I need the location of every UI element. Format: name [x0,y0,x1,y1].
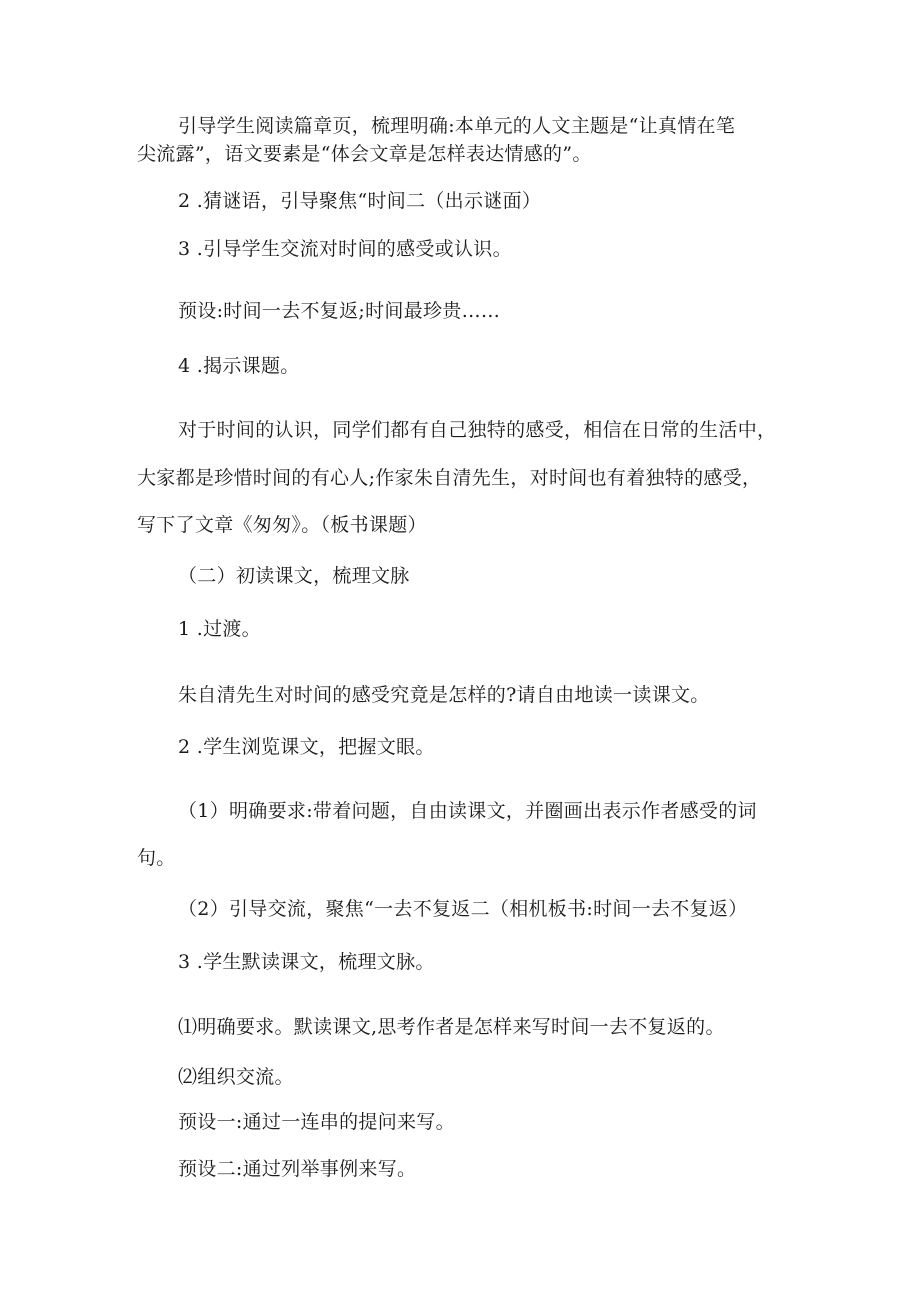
numbered-step: 1 .过渡。 [178,618,261,640]
sub-step: （2）引导交流，聚焦“一去不复返二（相机板书:时间一去不复返） [178,898,748,920]
paragraph-line: 对于时间的认识，同学们都有自己独特的感受，相信在日常的生活中， [178,419,777,441]
paragraph-line: 大家都是珍惜时间的有心人;作家朱自清先生，对时间也有着独特的感受， [137,467,762,489]
paragraph-line: 朱自清先生对时间的感受究竟是怎样的?请自由地读一读课文。 [178,684,710,706]
numbered-step: 4 .揭示课题。 [178,355,300,377]
numbered-step: 2 .学生浏览课文，把握文眼。 [178,736,435,758]
preset-line: 预设:时间一去不复返;时间最珍贵…… [178,300,501,322]
paragraph-line: 写下了文章《匆匆》。（板书课题） [137,514,427,536]
numbered-step: 3 .学生默读课文，梳理文脉。 [178,951,435,973]
preset-line: 预设一:通过一连串的提问来写。 [178,1111,455,1133]
numbered-step: 3 .引导学生交流对时间的感受或认识。 [178,238,512,260]
section-heading: （二）初读课文，梳理文脉 [178,565,410,587]
paragraph-line: 尖流露”，语文要素是“体会文章是怎样表达情感的”。 [137,143,592,165]
numbered-step: 2 .猜谜语，引导聚焦“时间二（出示谜面） [178,190,542,212]
sub-step: （1）明确要求:带着问题，自由读课文，并圈画出表示作者感受的词 [178,800,757,822]
preset-line: 预设二:通过列举事例来写。 [178,1158,417,1180]
paragraph-line: 引导学生阅读篇章页，梳理明确:本单元的人文主题是“让真情在笔 [178,115,736,137]
paragraph-line: 句。 [137,847,176,869]
sub-step: ⑵组织交流。 [178,1066,294,1088]
sub-step: ⑴明确要求。默读课文,思考作者是怎样来写时间一去不复返的。 [178,1016,725,1038]
